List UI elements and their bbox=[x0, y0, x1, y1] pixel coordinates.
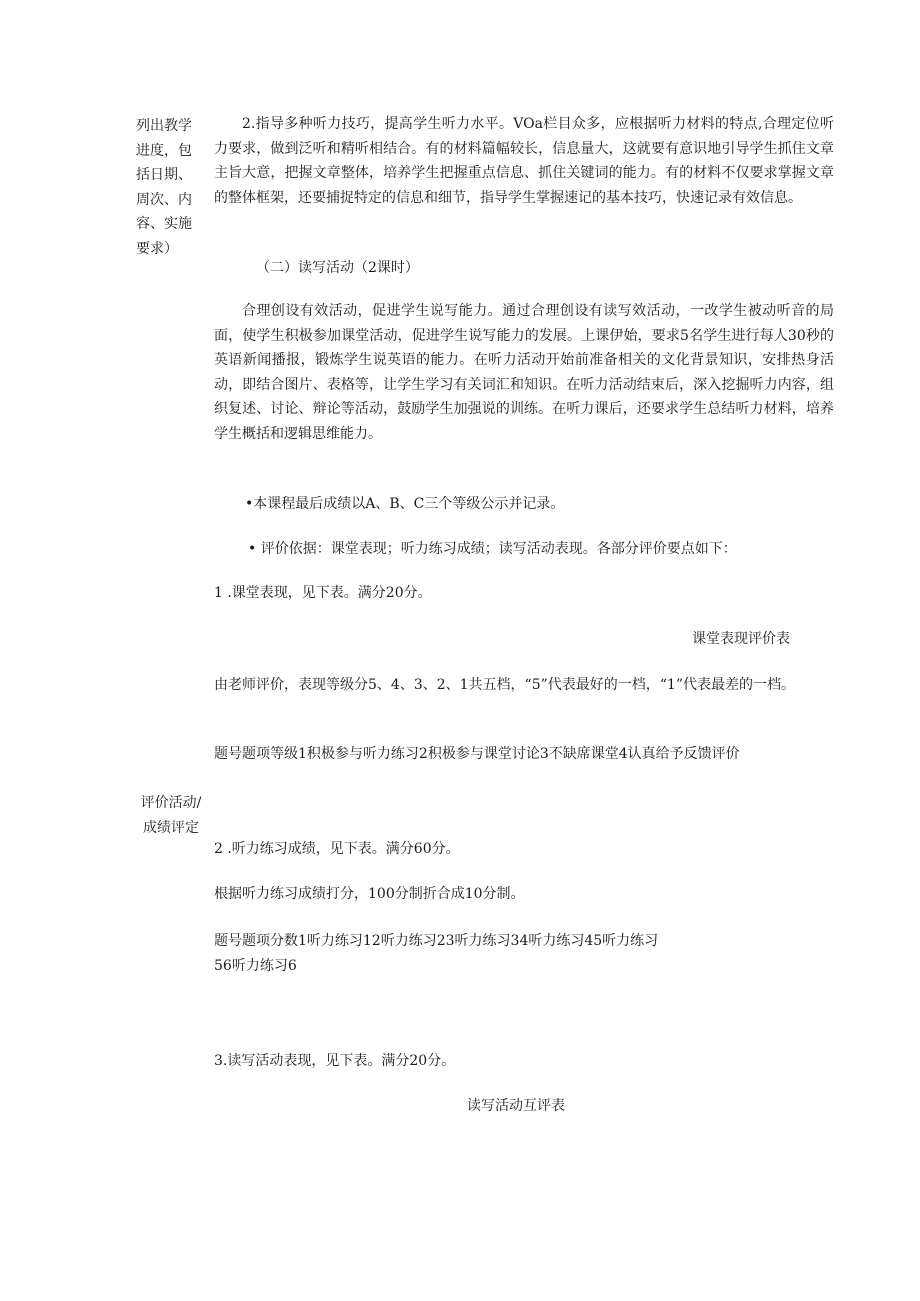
table2-row-b: 56听力练习6 bbox=[214, 958, 297, 974]
listening-skill-paragraph: 2.指导多种听力技巧，提高学生听力水平。VOa栏目众多，应根据听力材料的特点,合理定位听力要求，做到泛听和精听相结合。有的材料篇幅较长，信息量大，这就要有意识地引导学生抓住文章主旨大意，把握文章整体，培养学生把握重点信息、抓住关键词的能力。有的材料不仅要求掌握文章的整体框架，还要捕捉特定的信息和细节，指导学生掌握速记的基本技巧，快速记录有效信息。 bbox=[214, 116, 834, 206]
item-class-performance: 1 .课堂表现，见下表。满分20分。 bbox=[214, 585, 432, 601]
table1-note: 由老师评价，表现等级分5、4、3、2、1共五档，“5”代表最好的一档，“1”代表最差的一档。 bbox=[214, 677, 795, 693]
sidebar-progress-label: 列出教学进度，包括日期、周次、内容、实施要求） bbox=[136, 118, 192, 257]
item-listening-score: 2 .听力练习成绩，见下表。满分60分。 bbox=[214, 841, 460, 857]
table3-title: 读写活动互评表 bbox=[467, 1098, 565, 1114]
reading-writing-paragraph: 合理创设有效活动，促进学生说写能力。通过合理创设有读写效活动，一改学生被动听音的局面，使学生积极参加课堂活动，促进学生说写能力的发展。上课伊始，要求5名学生进行每人30秒的英语新闻播报，锻炼学生说英语的能力。在听力活动开始前准备相关的文化背景知识，安排热身活动，即结合图片、表格等，让学生学习有关词汇和知识。在听力活动结束后，深入挖掘听力内容，组织复述、讨论、辩论等活动，鼓励学生加强说的训练。在听力课后，还要求学生总结听力材料，培养学生概括和逻辑思维能力。 bbox=[214, 303, 834, 442]
table1-row: 题号题项等级1积极参与听力练习2积极参与课堂讨论3不缺席课堂4认真给予反馈评价 bbox=[214, 746, 740, 762]
table1-title: 课堂表现评价表 bbox=[692, 631, 790, 647]
reading-writing-heading: （二）读写活动（2课时） bbox=[256, 260, 419, 276]
evaluation-basis-bullet: • 评价依据：课堂表现；听力练习成绩；读写活动表现。各部分评价要点如下： bbox=[248, 541, 737, 557]
item-reading-writing: 3.读写活动表现，见下表。满分20分。 bbox=[214, 1053, 456, 1069]
sidebar-evaluation-label: 评价活动/成绩评定 bbox=[140, 795, 202, 836]
table2-row-a: 题号题项分数1听力练习12听力练习23听力练习34听力练习45听力练习 bbox=[214, 933, 659, 949]
final-grade-bullet: •本课程最后成绩以A、B、C三个等级公示并记录。 bbox=[245, 496, 565, 512]
item-listening-note: 根据听力练习成绩打分，100分制折合成10分制。 bbox=[214, 886, 525, 902]
